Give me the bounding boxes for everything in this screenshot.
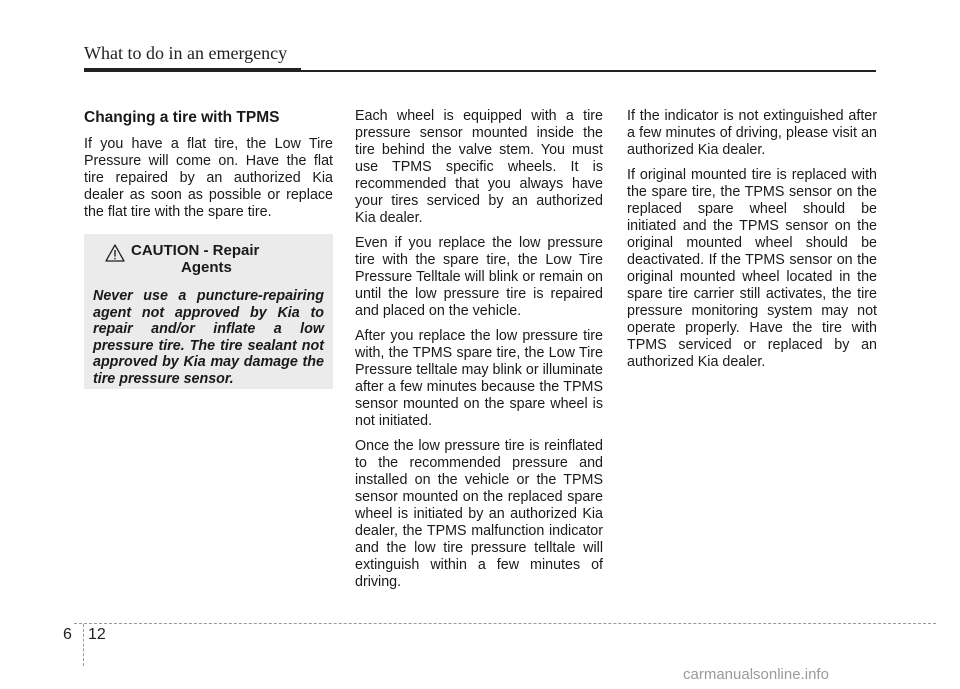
paragraph: If original mounted tire is replaced with the spare tire, the TPMS sensor on the replaced spare wheel should be initiated and the TPMS sensor on the original mounted wheel should be deactivated. If the TPMS sensor on the original mounted wheel located in the spare tire carrier still activates, the tire pressure monitoring system may not operate properly. Have the tire with TPMS serviced or replaced by an authorized Kia dealer. bbox=[627, 167, 877, 370]
paragraph: Even if you replace the low pressure tire with the spare tire, the Low Tire Pressure Telltale will blink or remain on until the low pressure tire is repaired and placed on the vehicle. bbox=[355, 235, 603, 319]
warning-triangle-icon bbox=[105, 244, 125, 262]
caution-text: Never use a puncture-repairing agent not approved by Kia to repair and/or inflate a low pressure tire. The tire sealant not approved by Kia may damage the tire pressure sensor. bbox=[93, 288, 324, 387]
column-2 bbox=[355, 108, 603, 599]
section-heading: Changing a tire with TPMS bbox=[84, 109, 280, 126]
section-title: What to do in an emergency bbox=[84, 43, 288, 63]
caution-title bbox=[131, 242, 259, 276]
paragraph: Once the low pressure tire is reinflated to the recommended pressure and installed on the vehicle or the TPMS sensor mounted on the replaced spare wheel is initiated by an authorized Kia dealer, the TPMS malfunction indicator and the low tire pressure telltale will extinguish within a few minutes of driving. bbox=[355, 438, 603, 590]
page-number: 12 bbox=[88, 626, 106, 643]
watermark: carmanualsonline.info bbox=[683, 666, 829, 683]
chapter-number: 6 bbox=[63, 626, 72, 643]
footer-divider bbox=[83, 624, 84, 666]
caution-title-line1: CAUTION - Repair bbox=[131, 242, 260, 259]
paragraph: Each wheel is equipped with a tire pressure sensor mounted inside the tire behind the valve stem. You must use TPMS specific wheels. It is recommended that you always have your tires serviced by an authorized Kia dealer. bbox=[355, 108, 603, 226]
footer-rule bbox=[74, 623, 936, 624]
column-3 bbox=[627, 108, 877, 379]
paragraph: If the indicator is not extinguished after a few minutes of driving, please visit an authorized Kia dealer. bbox=[627, 108, 877, 158]
paragraph: After you replace the low pressure tire with, the TPMS spare tire, the Low Tire Pressure telltale may blink or illuminate after a few minutes because the TPMS sensor mounted on the spare wheel is not initiated. bbox=[355, 328, 603, 429]
header-rule-accent bbox=[84, 68, 301, 72]
caution-header bbox=[93, 242, 324, 276]
column-1 bbox=[84, 108, 333, 389]
intro-paragraph: If you have a flat tire, the Low Tire Pressure will come on. Have the flat tire repaired by an authorized Kia dealer as soon as possible or replace the flat tire with the spare tire. bbox=[84, 136, 333, 220]
caution-box bbox=[84, 234, 333, 389]
caution-title-line2: Agents bbox=[181, 259, 232, 276]
